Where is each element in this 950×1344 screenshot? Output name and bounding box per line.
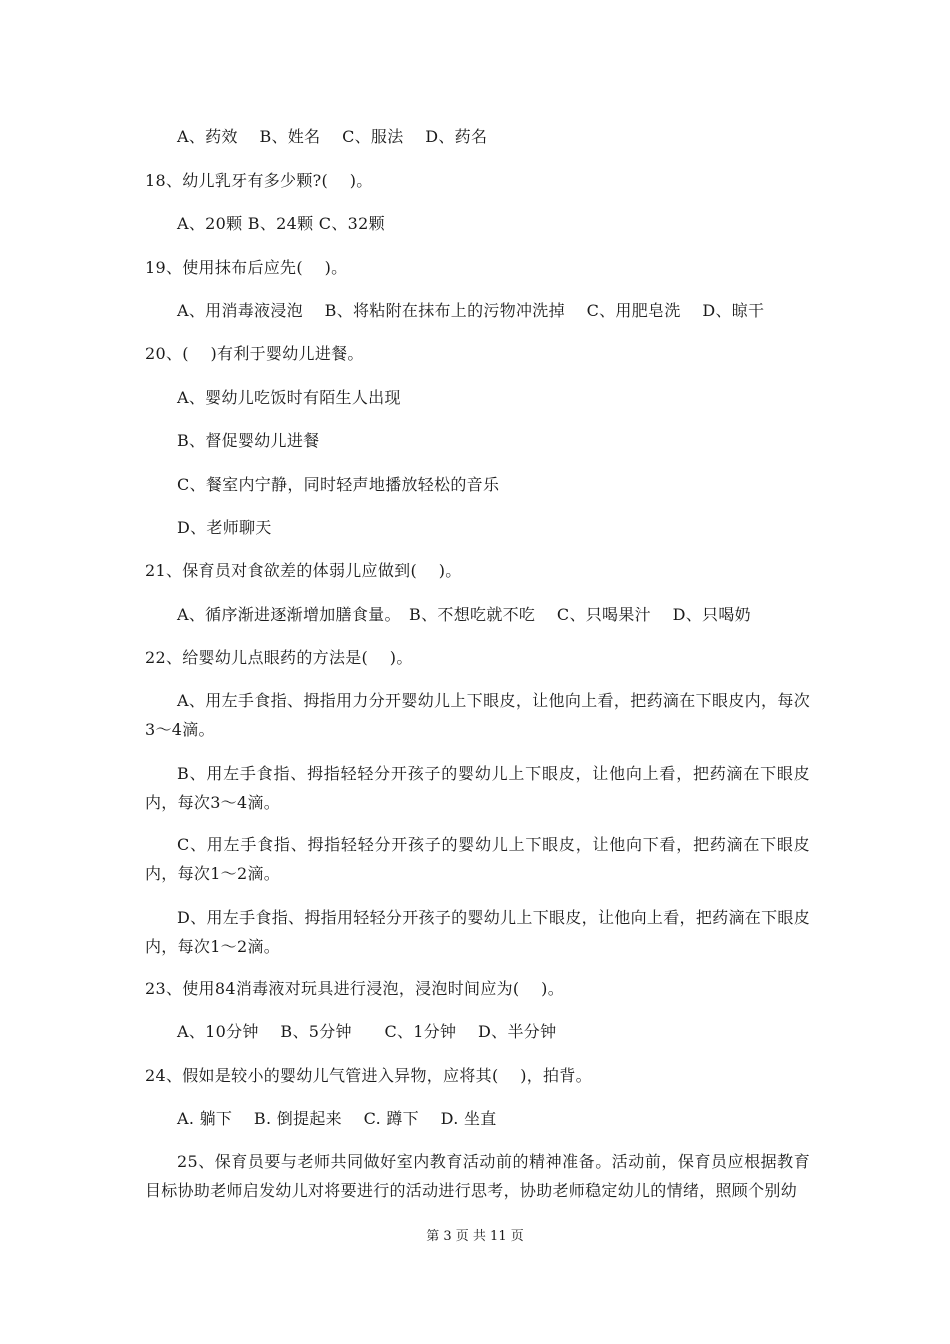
question-19: 19、使用抹布后应先( )。 <box>145 258 348 277</box>
q22-option-c: C、用左手食指、拇指轻轻分开孩子的婴幼儿上下眼皮，让他向下看，把药滴在下眼皮内，每次1～2滴。 <box>145 835 810 883</box>
question-23: 23、使用84消毒液对玩具进行浸泡，浸泡时间应为( )。 <box>145 979 564 998</box>
question-24: 24、假如是较小的婴幼儿气管进入异物，应将其( )，拍背。 <box>145 1066 592 1085</box>
q20-option-a: A、婴幼儿吃饭时有陌生人出现 <box>177 388 401 407</box>
question-25: 25、保育员要与老师共同做好室内教育活动前的精神准备。活动前，保育员应根据教育目标协助老师启发幼儿对将要进行的活动进行思考，协助老师稳定幼儿的情绪，照顾个别幼 <box>145 1152 810 1200</box>
question-18: 18、幼儿乳牙有多少颗?( )。 <box>145 171 373 190</box>
q23-options: A、10分钟 B、5分钟 C、1分钟 D、半分钟 <box>177 1022 557 1041</box>
q20-option-d: D、老师聊天 <box>177 518 272 537</box>
question-22: 22、给婴幼儿点眼药的方法是( )。 <box>145 648 413 667</box>
q22-option-b: B、用左手食指、拇指轻轻分开孩子的婴幼儿上下眼皮，让他向上看，把药滴在下眼皮内，每次3～4滴。 <box>145 764 810 812</box>
q22-option-d: D、用左手食指、拇指用轻轻分开孩子的婴幼儿上下眼皮，让他向上看，把药滴在下眼皮内，每次1～2滴。 <box>145 908 810 956</box>
q22-option-a: A、用左手食指、拇指用力分开婴幼儿上下眼皮，让他向上看，把药滴在下眼皮内，每次3～4滴。 <box>145 691 810 739</box>
q24-options: A. 躺下 B. 倒提起来 C. 蹲下 D. 坐直 <box>177 1109 497 1128</box>
question-20: 20、( )有利于婴幼儿进餐。 <box>145 344 364 363</box>
question-21: 21、保育员对食欲差的体弱儿应做到( )。 <box>145 561 462 580</box>
q18-options: A、20颗 B、24颗 C、32颗 <box>177 214 385 233</box>
q20-option-b: B、督促婴幼儿进餐 <box>177 431 320 450</box>
q20-option-c: C、餐室内宁静，同时轻声地播放轻松的音乐 <box>177 475 500 494</box>
q17-options: A、药效 B、姓名 C、服法 D、药名 <box>177 127 488 146</box>
page-footer: 第 3 页 共 11 页 <box>426 1229 524 1244</box>
q21-options: A、循序渐进逐渐增加膳食量。 B、不想吃就不吃 C、只喝果汁 D、只喝奶 <box>177 605 751 624</box>
q19-options: A、用消毒液浸泡 B、将粘附在抹布上的污物冲洗掉 C、用肥皂洗 D、晾干 <box>177 301 765 320</box>
